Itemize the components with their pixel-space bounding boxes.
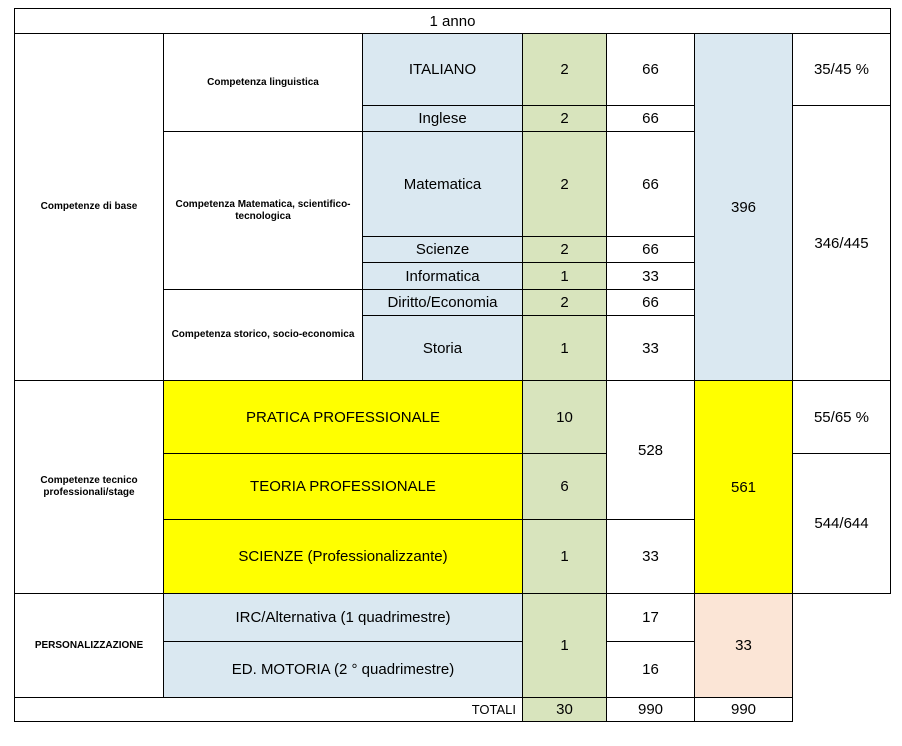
area-personalizzazione: PERSONALIZZAZIONE xyxy=(15,594,164,698)
subject-annual: 66 xyxy=(607,132,695,237)
subject-annual: 66 xyxy=(607,237,695,263)
group-storico: Competenza storico, socio-economica xyxy=(164,290,363,381)
personal-total: 33 xyxy=(695,594,793,698)
subject-weekly: 10 xyxy=(523,381,607,454)
subject-annual: 33 xyxy=(607,520,695,594)
subject-weekly: 1 xyxy=(523,520,607,594)
personal-weekly: 1 xyxy=(523,594,607,698)
subject-weekly: 2 xyxy=(523,106,607,132)
table-row xyxy=(15,34,891,106)
tecnico-combined-annual: 528 xyxy=(607,381,695,520)
group-matematica: Competenza Matematica, scientifico-tecnologica xyxy=(164,132,363,290)
empty-cell xyxy=(793,594,891,698)
tecnico-range: 544/644 xyxy=(793,454,891,594)
totals-row xyxy=(15,698,891,722)
table-row xyxy=(15,594,891,642)
totals-annual: 990 xyxy=(607,698,695,722)
subject-annual: 66 xyxy=(607,34,695,106)
subject-weekly: 1 xyxy=(523,263,607,290)
subject-name: ED. MOTORIA (2 ° quadrimestre) xyxy=(164,642,523,698)
totals-label: TOTALI xyxy=(15,698,523,722)
subject-name: Storia xyxy=(363,316,523,381)
subject-annual: 33 xyxy=(607,316,695,381)
subject-name: Inglese xyxy=(363,106,523,132)
totals-total: 990 xyxy=(695,698,793,722)
subject-name: TEORIA PROFESSIONALE xyxy=(164,454,523,520)
subject-name: Scienze xyxy=(363,237,523,263)
subject-weekly: 2 xyxy=(523,290,607,316)
subject-annual: 33 xyxy=(607,263,695,290)
tecnico-percent: 55/65 % xyxy=(793,381,891,454)
empty-cell xyxy=(793,698,891,722)
group-linguistica: Competenza linguistica xyxy=(164,34,363,132)
subject-weekly: 2 xyxy=(523,132,607,237)
curriculum-table xyxy=(14,8,891,722)
subject-annual: 66 xyxy=(607,106,695,132)
base-percent: 35/45 % xyxy=(793,34,891,106)
subject-weekly: 1 xyxy=(523,316,607,381)
subject-name: Informatica xyxy=(363,263,523,290)
subject-weekly: 2 xyxy=(523,237,607,263)
base-total: 396 xyxy=(695,34,793,381)
subject-annual: 17 xyxy=(607,594,695,642)
table-title: 1 anno xyxy=(15,9,891,34)
area-base: Competenze di base xyxy=(15,34,164,381)
subject-name: Matematica xyxy=(363,132,523,237)
tecnico-total: 561 xyxy=(695,381,793,594)
base-range: 346/445 xyxy=(793,106,891,381)
subject-name: SCIENZE (Professionalizzante) xyxy=(164,520,523,594)
subject-weekly: 6 xyxy=(523,454,607,520)
title-row xyxy=(15,9,891,34)
subject-name: IRC/Alternativa (1 quadrimestre) xyxy=(164,594,523,642)
subject-name: Diritto/Economia xyxy=(363,290,523,316)
subject-name: PRATICA PROFESSIONALE xyxy=(164,381,523,454)
subject-annual: 66 xyxy=(607,290,695,316)
subject-name: ITALIANO xyxy=(363,34,523,106)
subject-annual: 16 xyxy=(607,642,695,698)
subject-weekly: 2 xyxy=(523,34,607,106)
totals-weekly: 30 xyxy=(523,698,607,722)
table-row xyxy=(15,381,891,454)
area-tecnico: Competenze tecnico professionali/stage xyxy=(15,381,164,594)
curriculum-table-container xyxy=(14,8,891,722)
